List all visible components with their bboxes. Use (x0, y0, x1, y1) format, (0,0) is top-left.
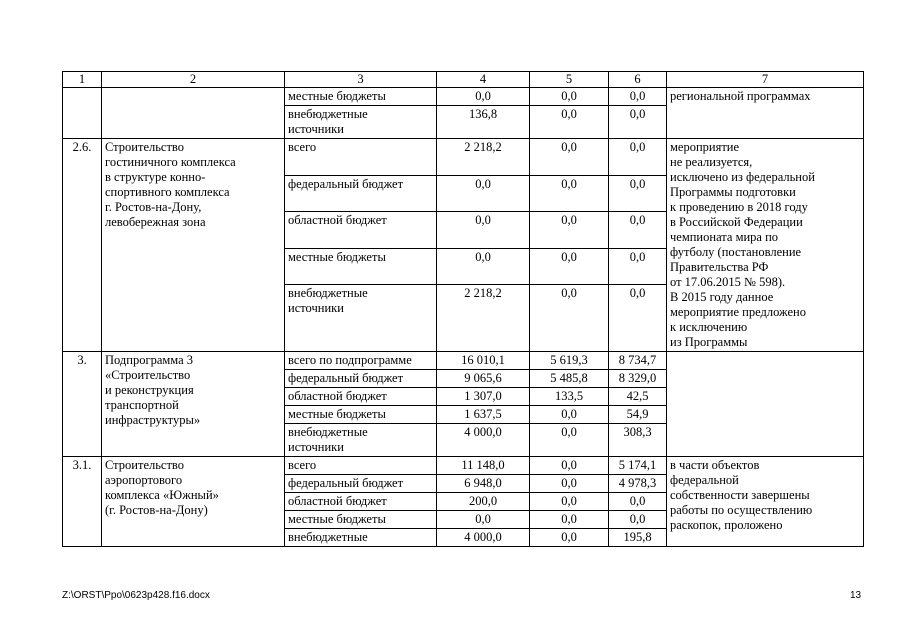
note-line: в части объектов (670, 458, 760, 472)
source-cell (285, 370, 437, 388)
name-line: г. Ростов-на-Дону, (105, 200, 202, 214)
source-label: областной бюджет (288, 389, 387, 403)
name-line: комплекса «Южный» (105, 488, 219, 502)
name-line: инфраструктуры» (105, 413, 201, 427)
value-v4: 11 148,0 (437, 457, 530, 475)
value-v6: 0,0 (609, 493, 667, 511)
value-v5: 0,0 (530, 88, 609, 106)
source-label: внебюджетные (288, 530, 368, 544)
name-line: аэропортового (105, 473, 183, 487)
value-v6: 54,9 (609, 406, 667, 424)
source-cell (285, 475, 437, 493)
note-line: из Программы (670, 335, 748, 349)
note-line: работы по осуществлению (670, 503, 813, 517)
header-row (63, 72, 864, 88)
source-cell (285, 212, 437, 249)
value-v4: 1 637,5 (437, 406, 530, 424)
source-label: всего (288, 458, 317, 472)
column-number-1: 1 (63, 72, 102, 88)
value-v4: 200,0 (437, 493, 530, 511)
note-line: исключено из федеральной (670, 170, 815, 184)
value-v4: 1 307,0 (437, 388, 530, 406)
note-cell (667, 457, 864, 547)
item-name (102, 139, 285, 352)
name-line: Строительство (105, 458, 185, 472)
value-v4: 2 218,2 (437, 285, 530, 352)
source-label-cont: источники (288, 122, 344, 136)
note-line: В 2015 году данное (670, 290, 774, 304)
source-label: федеральный бюджет (288, 476, 404, 490)
value-v4: 0,0 (437, 175, 530, 212)
value-v6: 8 734,7 (609, 352, 667, 370)
name-line: Строительство (105, 140, 185, 154)
note-line: Правительства РФ (670, 260, 769, 274)
source-label: местные бюджеты (288, 512, 386, 526)
value-v6: 0,0 (609, 106, 667, 139)
source-cell (285, 493, 437, 511)
column-number-3: 3 (285, 72, 437, 88)
note-line: федеральной (670, 473, 739, 487)
note-line: от 17.06.2015 № 598). (670, 275, 786, 289)
source-label-cont: источники (288, 440, 344, 454)
column-number-6: 6 (609, 72, 667, 88)
note-cell (667, 88, 864, 139)
name-line: и реконструкция (105, 383, 194, 397)
value-v4: 0,0 (437, 88, 530, 106)
table-row (63, 139, 864, 176)
note-line: не реализуется, (670, 155, 753, 169)
source-cell (285, 424, 437, 457)
source-cell (285, 106, 437, 139)
note-line: собственности завершены (670, 488, 810, 502)
source-label-cont: источники (288, 301, 344, 315)
source-cell (285, 529, 437, 547)
source-cell (285, 175, 437, 212)
value-v5: 0,0 (530, 493, 609, 511)
value-v4: 0,0 (437, 511, 530, 529)
source-cell (285, 352, 437, 370)
table-row (63, 88, 864, 106)
source-cell (285, 511, 437, 529)
value-v5: 0,0 (530, 529, 609, 547)
value-v5: 0,0 (530, 424, 609, 457)
value-v6: 4 978,3 (609, 475, 667, 493)
value-v6: 0,0 (609, 139, 667, 176)
source-cell (285, 388, 437, 406)
value-v6: 0,0 (609, 285, 667, 352)
name-line: (г. Ростов-на-Дону) (105, 503, 208, 517)
note-line: мероприятие предложено (670, 305, 806, 319)
value-v5: 133,5 (530, 388, 609, 406)
value-v4: 16 010,1 (437, 352, 530, 370)
budget-table (62, 71, 864, 547)
source-label: всего (288, 140, 317, 154)
name-line: Подпрограмма 3 (105, 353, 194, 367)
source-cell (285, 139, 437, 176)
value-v5: 0,0 (530, 475, 609, 493)
value-v4: 0,0 (437, 212, 530, 249)
name-line: спортивного комплекса (105, 185, 230, 199)
note-line: в Российской Федерации (670, 215, 803, 229)
value-v4: 0,0 (437, 248, 530, 285)
footer-page-number: 13 (850, 590, 862, 601)
item-number: 3.1. (63, 457, 102, 547)
item-number: 2.6. (63, 139, 102, 352)
footer-file-path: Z:\ORST\Ppo\0623p428.f16.docx (62, 590, 210, 601)
value-v4: 9 065,6 (437, 370, 530, 388)
note-line: чемпионата мира по (670, 230, 779, 244)
note-line: мероприятие (670, 140, 740, 154)
name-line: «Строительство (105, 368, 191, 382)
value-v6: 5 174,1 (609, 457, 667, 475)
column-number-7: 7 (667, 72, 864, 88)
note-line: региональной программах (670, 89, 811, 103)
value-v5: 0,0 (530, 285, 609, 352)
note-cell (667, 352, 864, 457)
value-v6: 0,0 (609, 511, 667, 529)
value-v6: 308,3 (609, 424, 667, 457)
value-v5: 0,0 (530, 175, 609, 212)
value-v6: 0,0 (609, 212, 667, 249)
name-line: в структуре конно- (105, 170, 206, 184)
value-v6: 195,8 (609, 529, 667, 547)
value-v4: 4 000,0 (437, 424, 530, 457)
source-label: местные бюджеты (288, 407, 386, 421)
source-cell (285, 248, 437, 285)
value-v6: 0,0 (609, 248, 667, 285)
source-label: местные бюджеты (288, 89, 386, 103)
item-number: 3. (63, 352, 102, 457)
name-line: левобережная зона (105, 215, 206, 229)
source-label: местные бюджеты (288, 249, 386, 264)
source-cell (285, 406, 437, 424)
source-label: внебюджетные (288, 286, 368, 300)
value-v5: 0,0 (530, 212, 609, 249)
column-number-2: 2 (102, 72, 285, 88)
source-cell (285, 285, 437, 352)
source-label: внебюджетные (288, 107, 368, 121)
value-v6: 8 329,0 (609, 370, 667, 388)
source-label: внебюджетные (288, 425, 368, 439)
source-cell (285, 457, 437, 475)
table-row (63, 457, 864, 475)
note-line: к проведению в 2018 году (670, 200, 808, 214)
column-number-5: 5 (530, 72, 609, 88)
value-v4: 2 218,2 (437, 139, 530, 176)
value-v6: 0,0 (609, 88, 667, 106)
source-cell (285, 88, 437, 106)
source-label: областной бюджет (288, 213, 387, 227)
note-line: к исключению (670, 320, 748, 334)
value-v5: 0,0 (530, 106, 609, 139)
value-v5: 5 485,8 (530, 370, 609, 388)
item-name (102, 457, 285, 547)
value-v6: 0,0 (609, 175, 667, 212)
note-line: футболу (постановление (670, 245, 802, 259)
name-line: транспортной (105, 398, 179, 412)
value-v5: 0,0 (530, 511, 609, 529)
note-line: Программы подготовки (670, 185, 796, 199)
value-v5: 5 619,3 (530, 352, 609, 370)
source-label: всего по подпрограмме (288, 353, 412, 367)
value-v5: 0,0 (530, 139, 609, 176)
value-v5: 0,0 (530, 406, 609, 424)
value-v5: 0,0 (530, 457, 609, 475)
column-number-4: 4 (437, 72, 530, 88)
source-label: областной бюджет (288, 494, 387, 508)
number-cell (63, 88, 102, 139)
value-v4: 4 000,0 (437, 529, 530, 547)
value-v4: 136,8 (437, 106, 530, 139)
name-line: гостиничного комплекса (105, 155, 236, 169)
value-v5: 0,0 (530, 248, 609, 285)
note-cell (667, 139, 864, 352)
table-row (63, 352, 864, 370)
item-name (102, 352, 285, 457)
source-label: федеральный бюджет (288, 371, 404, 385)
note-line: раскопок, проложено (670, 518, 783, 532)
value-v6: 42,5 (609, 388, 667, 406)
name-cell (102, 88, 285, 139)
source-label: федеральный бюджет (288, 176, 404, 191)
value-v4: 6 948,0 (437, 475, 530, 493)
